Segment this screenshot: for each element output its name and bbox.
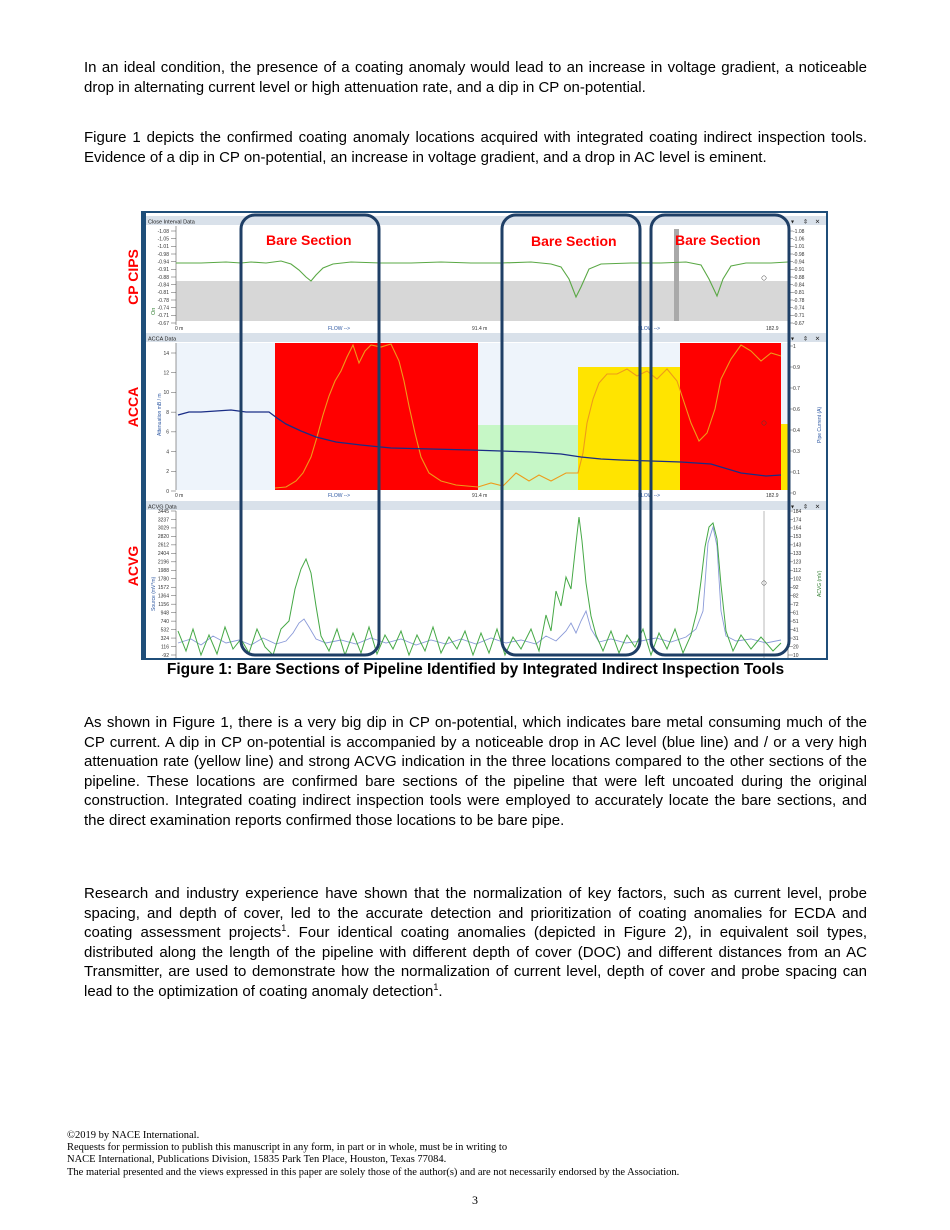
acca-left-axis-label: Attenuation mB / m	[157, 393, 163, 436]
tick-label: 1364	[157, 593, 169, 600]
tick-label: -0.88	[793, 274, 805, 281]
tick-label: 123	[793, 559, 802, 566]
figure-description-paragraph: Figure 1 depicts the confirmed coating anomaly locations acquired with integrated coating indirect inspection tools. Evidence of a dip in CP on-potential, an increase in voltage gradient, and a drop in AC level is eminent.	[84, 129, 867, 166]
citation-superscript: 1	[433, 981, 439, 992]
paragraph-text: .	[438, 982, 443, 1000]
tick-label: 92	[793, 585, 799, 592]
tick-label: -1.08	[793, 228, 805, 235]
pin-icon[interactable]: ⇕	[803, 219, 809, 226]
bare-section-label-3: Bare Section	[675, 232, 761, 248]
close-icon[interactable]: ✕	[815, 504, 821, 511]
tick-label: -0.98	[157, 251, 169, 258]
page-number: 3	[472, 1193, 478, 1207]
acca-x-label-start: 0 m	[175, 493, 184, 499]
tick-label: 0	[166, 488, 169, 495]
tick-label: 184	[793, 508, 802, 515]
tick-label: -1.06	[793, 236, 805, 243]
tick-label: 51	[793, 618, 799, 625]
tick-label: 20	[793, 644, 799, 651]
bare-section-label-2: Bare Section	[531, 233, 617, 249]
tick-label: 2	[166, 469, 169, 476]
tick-label: 1572	[157, 585, 169, 592]
tick-label: -0.98	[793, 251, 805, 258]
tick-label: 3029	[157, 525, 169, 532]
cips-x-label-start: 0 m	[175, 326, 184, 332]
tick-label: 41	[793, 627, 799, 634]
tick-label: -0.67	[157, 320, 169, 327]
tick-label: -0.67	[793, 320, 805, 327]
tick-label: 72	[793, 601, 799, 608]
tick-label: 0.1	[793, 469, 800, 476]
cips-panel-title: Close Interval Data	[148, 219, 195, 226]
acca-panel	[146, 333, 826, 499]
discussion-paragraph: As shown in Figure 1, there is a very big dip in CP on-potential, which indicates bare metal consuming much of the CP current. A dip in CP on-potential is accompanied by a noticeable drop in AC level (blue line) and / or a very high attenuation rate (yellow line) and strong ACVG indication in the three locations compared to the other sections of the pipeline. These locations are confirmed bare sections of the pipeline that were left uncoated during the original construction. Integrated coating indirect inspection tools were employed to accurately locate the bare sections, and the direct examination reports confirmed those locations to be bare pipe.	[84, 714, 867, 829]
tick-label: -0.88	[157, 274, 169, 281]
tick-label: -0.78	[157, 297, 169, 304]
tick-label: 164	[793, 525, 802, 532]
tick-label: -1.01	[157, 244, 169, 251]
tick-label: -0.71	[793, 313, 805, 320]
tick-label: 0.7	[793, 385, 800, 392]
acca-red-zone-2	[680, 343, 781, 490]
tick-label: -1.08	[157, 228, 169, 235]
tick-label: -92	[161, 652, 169, 659]
acca-right-axis-label: Pipe Current (A)	[817, 406, 823, 443]
tick-label: 0	[793, 490, 796, 497]
tick-label: 1988	[157, 568, 169, 575]
tick-label: 8	[166, 409, 169, 416]
acvg-panel-title: ACVG Data	[148, 504, 177, 511]
tick-label: 82	[793, 593, 799, 600]
acca-yellow-zone	[578, 367, 680, 490]
tick-label: 61	[793, 610, 799, 617]
tick-label: 948	[160, 610, 169, 617]
footer-line: The material presented and the views expressed in this paper are solely those of the author(s) and are not necessarily endorsed by the Association.	[67, 1166, 680, 1178]
acvg-side-label: ACVG	[125, 545, 141, 587]
acca-x-label-mid: 91.4 m	[472, 493, 488, 499]
paragraph-text: Research and industry experience have shown that the normalization of key factors, such as current level, probe spacing, and depth of cover, led to the accurate detection and prioritization of coating anomalies for ECDA and coating assessment projects	[84, 885, 867, 942]
acca-side-label: ACCA	[125, 386, 141, 428]
citation-superscript: 1	[281, 923, 287, 934]
dropdown-icon[interactable]: ▾	[791, 336, 795, 343]
cips-criteria-band	[176, 281, 788, 321]
tick-label: 112	[793, 568, 801, 575]
acca-panel-title: ACCA Data	[148, 336, 177, 343]
acca-x-label-end: 182.9	[766, 493, 779, 499]
tick-label: 6	[166, 429, 169, 436]
copyright-footer	[67, 1130, 679, 1179]
tick-label: 2196	[157, 559, 169, 566]
tick-label: -0.91	[793, 267, 805, 274]
bare-section-label-1: Bare Section	[266, 232, 352, 248]
tick-label: 133	[793, 551, 802, 558]
tick-label: 174	[793, 517, 802, 524]
footer-line: ©2019 by NACE International.	[67, 1130, 200, 1141]
dropdown-icon[interactable]: ▾	[791, 504, 795, 511]
tick-label: 10	[793, 652, 799, 659]
paragraph-text: . Four identical coating anomalies (depicted in Figure 2), in equivalent soil types, distributed along the length of the pipeline with different depth of cover (DOC) and different distances from an AC Transmitter, are used to demonstrate how the normalization of current level, depth of cover and probe spacing can lead to the optimization of coating anomaly detection	[84, 924, 867, 1000]
cips-side-label: CP CIPS	[125, 249, 141, 305]
close-icon[interactable]: ✕	[815, 336, 821, 343]
cips-x-label-flow-2: FLOW -->	[638, 326, 661, 332]
tick-label: 324	[160, 635, 169, 642]
tick-label: 31	[793, 635, 799, 642]
tick-label: 3237	[157, 517, 169, 524]
cips-x-label-end: 182.9	[766, 326, 779, 332]
tick-label: 143	[793, 542, 802, 549]
tick-label: -0.71	[157, 313, 169, 320]
pin-icon[interactable]: ⇕	[803, 504, 809, 511]
acvg-right-axis-label: ACVG (mV)	[817, 570, 823, 597]
tick-label: 2612	[157, 542, 169, 549]
tick-label: 532	[160, 627, 169, 634]
tick-label: 1156	[158, 601, 169, 608]
tick-label: -0.81	[793, 290, 805, 297]
footer-line: Requests for permission to publish this manuscript in any form, in part or in whole, must be in writing to	[67, 1142, 508, 1154]
footer-line: NACE International, Publications Division, 15835 Park Ten Place, Houston, Texas 77084.	[67, 1154, 447, 1166]
tick-label: 102	[793, 576, 802, 583]
tick-label: 3445	[157, 508, 169, 515]
tick-label: -0.81	[157, 290, 169, 297]
tick-label: 0.4	[793, 427, 800, 434]
tick-label: 0.6	[793, 406, 800, 413]
acca-x-label-flow-2: FLOW -->	[638, 493, 661, 499]
dropdown-icon[interactable]: ▾	[791, 219, 795, 226]
tick-label: 14	[163, 350, 169, 357]
tick-label: -0.74	[793, 305, 805, 312]
tick-label: 153	[793, 534, 802, 541]
tick-label: -0.74	[157, 305, 169, 312]
tick-label: 2404	[157, 551, 169, 558]
tick-label: 0.3	[793, 448, 800, 455]
tick-label: 0.9	[793, 364, 800, 371]
tick-label: 116	[161, 644, 169, 651]
acca-x-label-flow-1: FLOW -->	[328, 493, 351, 499]
normalization-paragraph	[84, 884, 867, 1002]
acvg-panel	[146, 501, 826, 659]
tick-label: 12	[163, 370, 169, 377]
cips-x-label-flow-1: FLOW -->	[328, 326, 351, 332]
tick-label: -0.91	[157, 267, 169, 274]
close-icon[interactable]: ✕	[815, 219, 821, 226]
tick-label: -0.84	[157, 282, 169, 289]
intro-paragraph: In an ideal condition, the presence of a coating anomaly would lead to an increase in voltage gradient, a noticeable drop in alternating current level or high attenuation rate, and a dip in CP on-potential.	[84, 59, 867, 96]
figure-1	[125, 211, 828, 660]
cips-x-label-mid: 91.4 m	[472, 326, 488, 332]
tick-label: -1.05	[157, 236, 169, 243]
acvg-left-axis-label: Source (mV*m)	[151, 576, 157, 611]
tick-label: -0.94	[157, 259, 169, 266]
tick-label: -0.84	[793, 282, 805, 289]
tick-label: 1780	[157, 576, 169, 583]
tick-label: -1.01	[793, 244, 805, 251]
tick-label: 4	[166, 449, 169, 456]
tick-label: -0.78	[793, 297, 805, 304]
tick-label: 2820	[157, 534, 169, 541]
tick-label: -0.94	[793, 259, 805, 266]
tick-label: 1	[793, 343, 796, 350]
figure-caption: Figure 1: Bare Sections of Pipeline Identified by Integrated Indirect Inspection Tools	[166, 661, 785, 678]
tick-label: 10	[163, 390, 169, 397]
pin-icon[interactable]: ⇕	[803, 336, 809, 343]
tick-label: 740	[160, 618, 169, 625]
cips-axis-label: On	[151, 307, 157, 315]
